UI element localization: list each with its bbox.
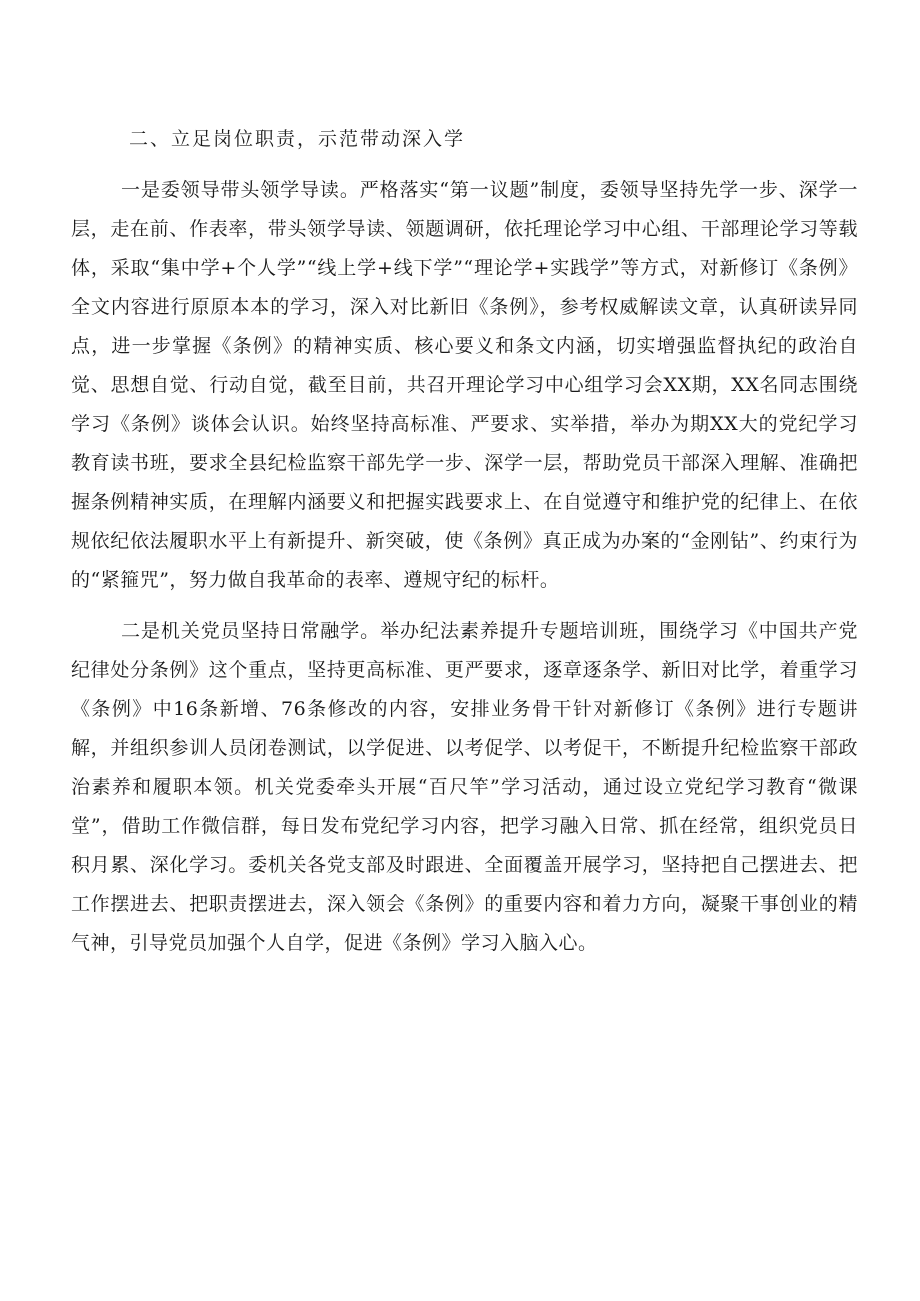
paragraph-leadership-study: 一是委领导带头领学导读。严格落实“第一议题”制度，委领导坚持先学一步、深学一层，走在前、作表率，带头领学导读、领题调研，依托理论学习中心组、干部理论学习等载体，采取“集中学+个人学”“线上学+线下学”“理论学+实践学”等方式，对新修订《条例》全文内容进行原原本本的学习，深入对比新旧《条例》，参考权威解读文章，认真研读异同点，进一步掌握《条例》的精神实质、核心要义和条文内涵，切实增强监督执纪的政治自觉、思想自觉、行动自觉，截至目前，共召开理论学习中心组学习会XX期，XX名同志围绕学习《条例》谈体会认识。始终坚持高标准、严要求、实举措，举办为期XX大的党纪学习教育读书班，要求全县纪检监察干部先学一步、深学一层，帮助党员干部深入理解、准确把握条例精神实质，在理解内涵要义和把握实践要求上、在自觉遵守和维护党的纪律上、在依规依纪依法履职水平上有新提升、新突破，使《条例》真正成为办案的“金刚钻”、约束行为的“紧箍咒”，努力做自我革命的表率、遵规守纪的标杆。 xyxy=(71,179,858,591)
paragraph-daily-study: 二是机关党员坚持日常融学。举办纪法素养提升专题培训班，围绕学习《中国共产党纪律处分条例》这个重点，坚持更高标准、更严要求，逐章逐条学、新旧对比学，着重学习《条例》中16条新增、76条修改的内容，安排业务骨干针对新修订《条例》进行专题讲解，并组织参训人员闭卷测试，以学促进、以考促学、以考促干，不断提升纪检监察干部政治素养和履职本领。机关党委牵头开展“百尺竿”学习活动，通过设立党纪学习教育“微课堂”，借助工作微信群，每日发布党纪学习内容，把学习融入日常、抓在经常，组织党员日积月累、深化学习。委机关各党支部及时跟进、全面覆盖开展学习，坚持把自己摆进去、把工作摆进去、把职责摆进去，深入领会《条例》的重要内容和着力方向，凝聚干事创业的精气神，引导党员加强个人自学，促进《条例》学习入脑入心。 xyxy=(71,620,858,954)
section-heading: 二、立足岗位职责，示范带动深入学 xyxy=(129,128,466,150)
